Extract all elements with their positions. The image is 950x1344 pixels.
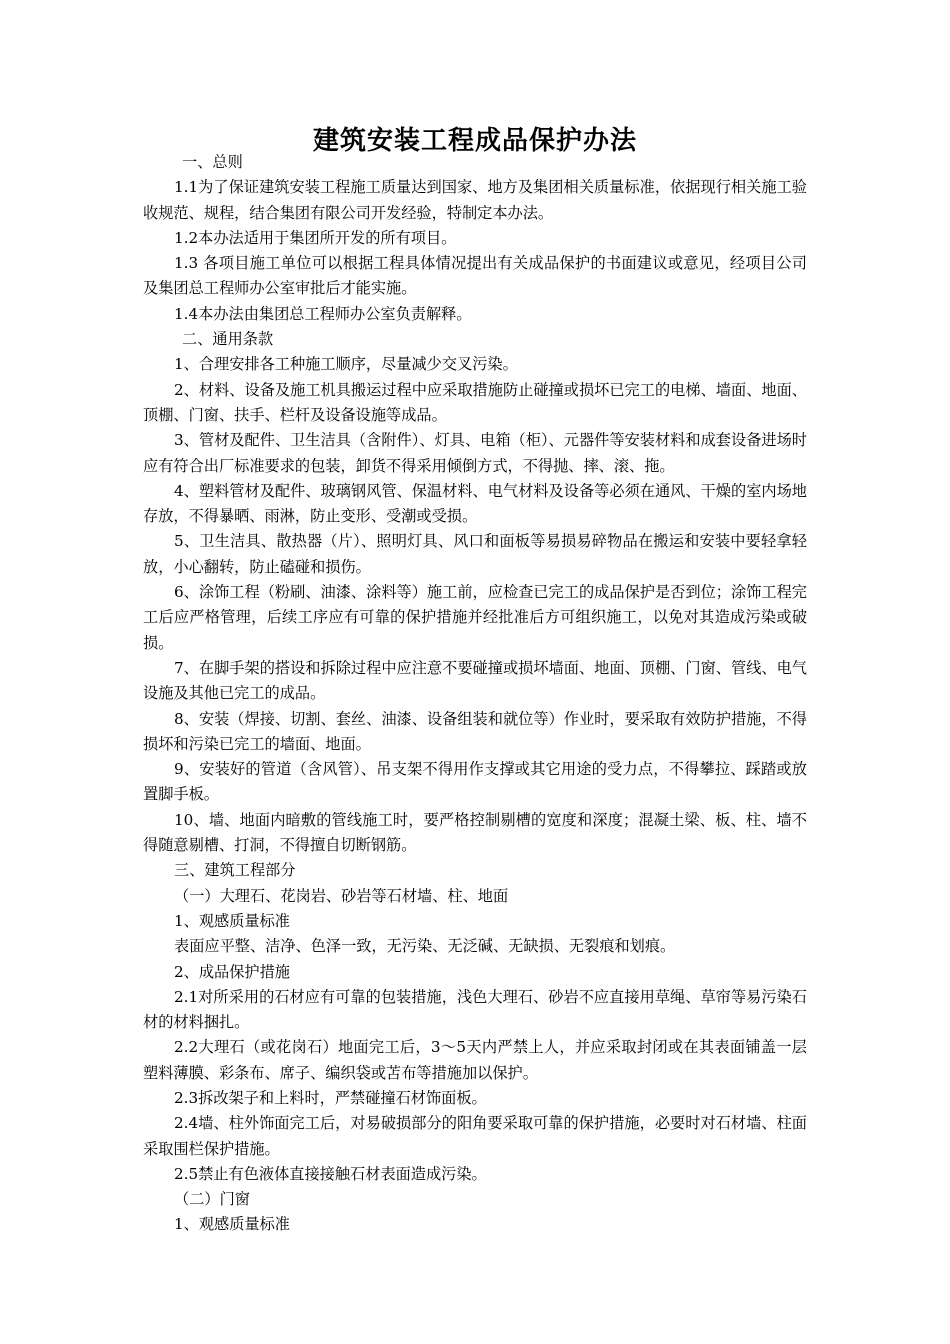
paragraph: 3、管材及配件、卫生洁具（含附件）、灯具、电箱（柜）、元器件等安装材料和成套设备进场时应有符合出厂标准要求的包装，卸货不得采用倾倒方式，不得抛、摔、滚、拖。: [143, 431, 807, 475]
paragraph: 2、材料、设备及施工机具搬运过程中应采取措施防止碰撞或损坏已完工的电梯、墙面、地面、顶棚、门窗、扶手、栏杆及设备设施等成品。: [143, 380, 807, 424]
document-title: 建筑安装工程成品保护办法: [312, 126, 637, 157]
paragraph: 表面应平整、洁净、色泽一致，无污染、无泛碱、无缺损、无裂痕和划痕。: [174, 937, 676, 956]
paragraph: 1、观感质量标准: [174, 1215, 290, 1234]
paragraph: 6、涂饰工程（粉刷、油漆、涂料等）施工前，应检查已完工的成品保护是否到位；涂饰工程完工后应严格管理，后续工序应有可靠的保护措施并经批准后方可组织施工，以免对其造成污染或破损。: [143, 583, 807, 652]
section-heading-building-works: 三、建筑工程部分: [174, 861, 296, 880]
paragraph: 2.3拆改架子和上料时，严禁碰撞石材饰面板。: [174, 1088, 487, 1107]
paragraph: 2、成品保护措施: [174, 962, 290, 981]
paragraph: 1、观感质量标准: [174, 911, 290, 930]
section-heading-common-clauses: 二、通用条款: [182, 330, 274, 349]
paragraph: 2.4墙、柱外饰面完工后，对易破损部分的阳角要采取可靠的保护措施，必要时对石材墙、柱面采取围栏保护措施。: [143, 1114, 807, 1158]
paragraph: 1.3 各项目施工单位可以根据工程具体情况提出有关成品保护的书面建议或意见，经项目公司及集团总工程师办公室审批后才能实施。: [143, 254, 807, 298]
paragraph: 1.2本办法适用于集团所开发的所有项目。: [174, 228, 457, 247]
paragraph: 7、在脚手架的搭设和拆除过程中应注意不要碰撞或损坏墙面、地面、顶棚、门窗、管线、电气设施及其他已完工的成品。: [143, 658, 807, 703]
document-body: [143, 150, 807, 1238]
paragraph: 5、卫生洁具、散热器（片）、照明灯具、风口和面板等易损易碎物品在搬运和安装中要轻拿轻放，小心翻转，防止磕碰和损伤。: [143, 532, 807, 576]
paragraph: 2.5禁止有色液体直接接触石材表面造成污染。: [174, 1164, 487, 1183]
subsection-heading-doors-windows: （二）门窗: [174, 1190, 250, 1209]
subsection-heading-stone: （一）大理石、花岗岩、砂岩等石材墙、柱、地面: [174, 886, 509, 905]
paragraph: 1、合理安排各工种施工顺序，尽量减少交叉污染。: [174, 355, 518, 374]
paragraph: 1.1为了保证建筑安装工程施工质量达到国家、地方及集团相关质量标准，依据现行相关施工验收规范、规程，结合集团有限公司开发经验，特制定本办法。: [143, 178, 807, 222]
paragraph: 4、塑料管材及配件、玻璃钢风管、保温材料、电气材料及设备等必须在通风、干燥的室内场地存放，不得暴晒、雨淋，防止变形、受潮或受损。: [143, 481, 807, 526]
paragraph: 2.2大理石（或花岗石）地面完工后，3～5天内严禁上人，并应采取封闭或在其表面铺盖一层塑料薄膜、彩条布、席子、编织袋或苫布等措施加以保护。: [143, 1038, 807, 1082]
paragraph: 9、安装好的管道（含风管）、吊支架不得用作支撑或其它用途的受力点，不得攀拉、踩踏或放置脚手板。: [143, 760, 807, 804]
paragraph: 1.4本办法由集团总工程师办公室负责解释。: [174, 304, 472, 323]
section-heading-general: 一、总则: [182, 153, 243, 171]
paragraph: 8、安装（焊接、切割、套丝、油漆、设备组装和就位等）作业时，要采取有效防护措施，不得损坏和污染已完工的墙面、地面。: [143, 709, 807, 753]
paragraph: 2.1对所采用的石材应有可靠的包装措施，浅色大理石、砂岩不应直接用草绳、草帘等易污染石材的材料捆扎。: [143, 987, 807, 1032]
paragraph: 10、墙、地面内暗敷的管线施工时，要严格控制剔槽的宽度和深度；混凝土梁、板、柱、墙不得随意剔槽、打洞，不得擅自切断钢筋。: [143, 810, 807, 855]
